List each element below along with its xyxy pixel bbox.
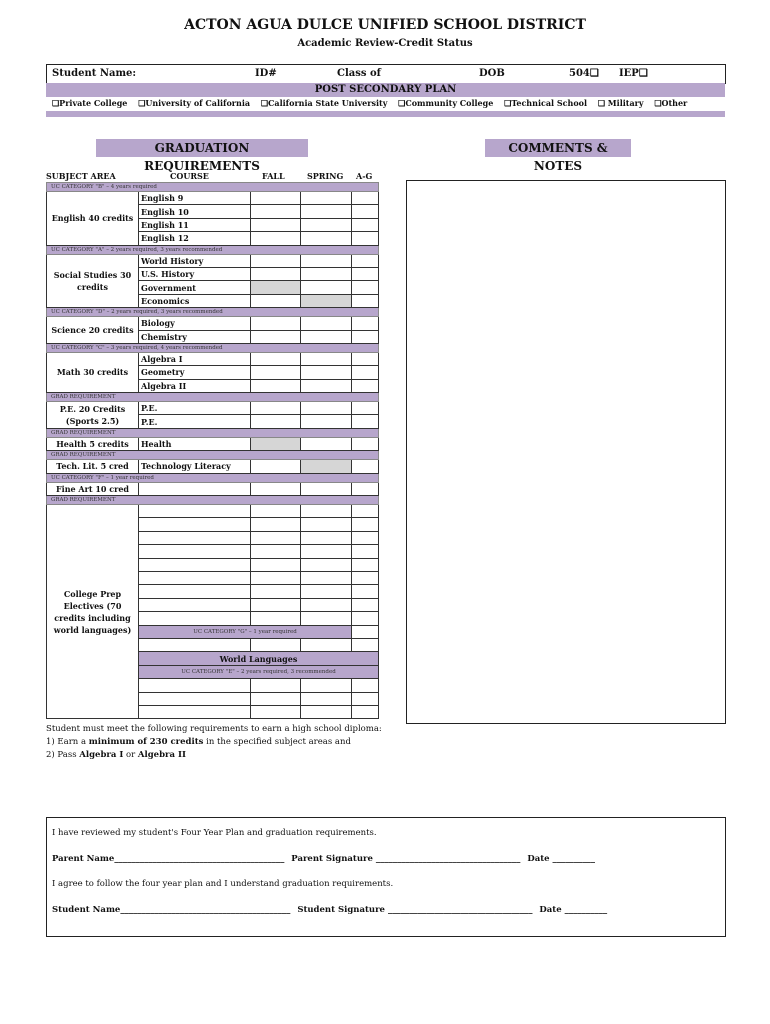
fall-cell[interactable] xyxy=(251,518,301,531)
student-name-label: Student Name: xyxy=(52,68,137,79)
spring-cell[interactable] xyxy=(301,638,352,651)
fall-cell[interactable] xyxy=(251,254,301,267)
comments-notes-heading: COMMENTS & NOTES xyxy=(485,139,631,157)
course-cell: Health xyxy=(139,437,251,450)
spring-header: SPRING xyxy=(307,171,344,181)
iep-checkbox[interactable]: IEP❏ xyxy=(619,68,648,79)
subject-cell: Science 20 credits xyxy=(47,317,139,344)
course-cell[interactable] xyxy=(139,482,251,495)
spring-cell[interactable] xyxy=(301,692,352,705)
course-cell[interactable] xyxy=(139,505,251,518)
table-row xyxy=(47,437,379,450)
spring-cell-disabled xyxy=(301,460,352,473)
diploma-requirements-note xyxy=(46,723,382,762)
course-cell: Geometry xyxy=(139,366,251,379)
student-info-box xyxy=(46,64,726,84)
ag-cell[interactable] xyxy=(352,437,379,450)
spring-cell[interactable] xyxy=(301,232,352,245)
csu-checkbox[interactable]: ❏California State University xyxy=(260,98,388,108)
electives-subject-cell: College Prep Electives (70 credits including world languages) xyxy=(47,505,139,719)
student-date-label: Date xyxy=(539,905,562,915)
comments-notes-box[interactable] xyxy=(406,180,726,724)
spring-cell[interactable] xyxy=(301,571,352,584)
community-college-checkbox[interactable]: ❏Community College xyxy=(398,98,494,108)
ag-cell[interactable] xyxy=(352,317,379,330)
student-name-label: Student Name xyxy=(52,905,121,915)
parent-signature-line xyxy=(52,854,595,864)
table-row xyxy=(47,352,379,365)
category-bar: UC CATEGORY "C" – 3 years required, 4 years recommended xyxy=(47,343,379,352)
parent-review-statement: I have reviewed my student's Four Year Plan and graduation requirements. xyxy=(52,828,377,838)
ag-cell[interactable] xyxy=(352,415,379,428)
course-header: COURSE xyxy=(170,171,209,181)
ag-cell[interactable] xyxy=(352,679,379,692)
course-cell[interactable] xyxy=(139,638,251,651)
ag-cell[interactable] xyxy=(352,482,379,495)
ag-cell[interactable] xyxy=(352,558,379,571)
uc-g-category-bar: UC CATEGORY "G" – 1 year required xyxy=(139,625,352,638)
parent-date-label: Date xyxy=(527,854,550,864)
ag-cell[interactable] xyxy=(352,518,379,531)
course-cell: P.E. xyxy=(139,402,251,415)
spring-cell[interactable] xyxy=(301,366,352,379)
category-bar: GRAD REQUIREMENT xyxy=(47,393,379,402)
ag-cell[interactable] xyxy=(352,625,379,638)
course-cell: English 9 xyxy=(139,192,251,205)
subject-cell: Social Studies 30 credits xyxy=(47,254,139,308)
ag-cell[interactable] xyxy=(352,192,379,205)
category-bar: GRAD REQUIREMENT xyxy=(47,451,379,460)
subject-cell: Math 30 credits xyxy=(47,352,139,392)
ag-cell[interactable] xyxy=(352,267,379,280)
fall-cell[interactable] xyxy=(251,585,301,598)
fall-cell[interactable] xyxy=(251,317,301,330)
fall-cell[interactable] xyxy=(251,545,301,558)
spring-cell[interactable] xyxy=(301,218,352,231)
student-signature-line xyxy=(52,905,607,915)
parent-date-field[interactable]: __________ xyxy=(552,854,596,864)
spring-cell[interactable] xyxy=(301,192,352,205)
spring-cell[interactable] xyxy=(301,205,352,218)
course-cell: English 11 xyxy=(139,218,251,231)
ag-cell[interactable] xyxy=(352,505,379,518)
spring-cell[interactable] xyxy=(301,415,352,428)
ag-cell[interactable] xyxy=(352,402,379,415)
fall-cell[interactable] xyxy=(251,205,301,218)
subject-cell: Fine Art 10 cred xyxy=(47,482,139,495)
ag-cell[interactable] xyxy=(352,379,379,392)
table-row xyxy=(47,505,379,518)
ag-cell[interactable] xyxy=(352,254,379,267)
fall-cell[interactable] xyxy=(251,558,301,571)
course-cell[interactable] xyxy=(139,571,251,584)
world-languages-bar: World Languages xyxy=(139,652,379,665)
fall-cell[interactable] xyxy=(251,638,301,651)
spring-cell[interactable] xyxy=(301,679,352,692)
class-of-label: Class of xyxy=(337,68,381,79)
uc-e-category-bar: UC CATEGORY "E" – 2 years required, 3 recommended xyxy=(139,665,379,678)
ag-cell[interactable] xyxy=(352,330,379,343)
fall-cell[interactable] xyxy=(251,571,301,584)
ag-cell[interactable] xyxy=(352,460,379,473)
subject-cell: English 40 credits xyxy=(47,192,139,246)
fall-cell[interactable] xyxy=(251,402,301,415)
subject-cell: Tech. Lit. 5 cred xyxy=(47,460,139,473)
parent-name-label: Parent Name xyxy=(52,854,115,864)
spring-cell[interactable] xyxy=(301,598,352,611)
post-secondary-options xyxy=(52,98,695,108)
course-cell: Government xyxy=(139,281,251,294)
ag-cell[interactable] xyxy=(352,294,379,307)
course-cell[interactable] xyxy=(139,598,251,611)
course-cell[interactable] xyxy=(139,692,251,705)
divider-bar xyxy=(46,111,725,117)
fall-cell-disabled xyxy=(251,437,301,450)
spring-cell[interactable] xyxy=(301,267,352,280)
category-bar: UC CATEGORY "A" – 2 years required, 3 years recommended xyxy=(47,245,379,254)
ag-cell[interactable] xyxy=(352,571,379,584)
student-signature-label: Student Signature xyxy=(297,905,385,915)
fall-cell[interactable] xyxy=(251,352,301,365)
category-bar: GRAD REQUIREMENT xyxy=(47,428,379,437)
table-row xyxy=(47,317,379,330)
spring-cell[interactable] xyxy=(301,402,352,415)
course-cell[interactable] xyxy=(139,518,251,531)
course-cell[interactable] xyxy=(139,558,251,571)
course-cell: Biology xyxy=(139,317,251,330)
fall-cell[interactable] xyxy=(251,294,301,307)
parent-signature-label: Parent Signature xyxy=(291,854,373,864)
course-cell: Chemistry xyxy=(139,330,251,343)
spring-cell[interactable] xyxy=(301,518,352,531)
table-row xyxy=(47,482,379,495)
ag-cell[interactable] xyxy=(352,598,379,611)
course-cell: English 10 xyxy=(139,205,251,218)
ag-cell[interactable] xyxy=(352,281,379,294)
spring-cell[interactable] xyxy=(301,531,352,544)
fall-cell[interactable] xyxy=(251,460,301,473)
military-checkbox[interactable]: ❏ Military xyxy=(597,98,644,108)
table-row xyxy=(47,460,379,473)
course-cell: Economics xyxy=(139,294,251,307)
fall-cell[interactable] xyxy=(251,692,301,705)
fall-cell[interactable] xyxy=(251,379,301,392)
spring-cell[interactable] xyxy=(301,281,352,294)
fall-cell-disabled xyxy=(251,281,301,294)
student-agree-statement: I agree to follow the four year plan and I understand graduation requirements. xyxy=(52,879,394,889)
other-checkbox[interactable]: ❏Other xyxy=(654,98,688,108)
category-bar: GRAD REQUIREMENT xyxy=(47,496,379,505)
post-secondary-plan-bar: POST SECONDARY PLAN xyxy=(46,83,725,97)
spring-cell[interactable] xyxy=(301,379,352,392)
requirements-table xyxy=(46,182,379,719)
student-name-field[interactable]: ________________________________________ xyxy=(120,905,291,915)
table-row xyxy=(47,192,379,205)
spring-cell[interactable] xyxy=(301,330,352,343)
fall-cell[interactable] xyxy=(251,415,301,428)
spring-cell[interactable] xyxy=(301,437,352,450)
spring-cell[interactable] xyxy=(301,505,352,518)
fall-cell[interactable] xyxy=(251,366,301,379)
fall-cell[interactable] xyxy=(251,612,301,625)
student-signature-field[interactable]: __________________________________ xyxy=(387,905,533,915)
spring-cell[interactable] xyxy=(301,558,352,571)
uc-checkbox[interactable]: ❏University of California xyxy=(138,98,251,108)
ag-header: A-G xyxy=(356,171,373,181)
spring-cell[interactable] xyxy=(301,352,352,365)
graduation-requirements-heading: GRADUATION REQUIREMENTS xyxy=(96,139,308,157)
course-cell: World History xyxy=(139,254,251,267)
fall-cell[interactable] xyxy=(251,192,301,205)
fall-cell[interactable] xyxy=(251,531,301,544)
district-title: ACTON AGUA DULCE UNIFIED SCHOOL DISTRICT xyxy=(184,17,586,33)
ag-cell[interactable] xyxy=(352,352,379,365)
course-cell: English 12 xyxy=(139,232,251,245)
fall-header: FALL xyxy=(262,171,285,181)
subject-cell: P.E. 20 Credits (Sports 2.5) xyxy=(47,402,139,429)
ag-cell[interactable] xyxy=(352,692,379,705)
course-cell[interactable] xyxy=(139,545,251,558)
private-college-checkbox[interactable]: ❏Private College xyxy=(52,98,128,108)
ag-cell[interactable] xyxy=(352,205,379,218)
category-bar: UC CATEGORY "D" – 2 years required, 3 years recommended xyxy=(47,308,379,317)
ag-cell[interactable] xyxy=(352,218,379,231)
course-cell[interactable] xyxy=(139,531,251,544)
spring-cell-disabled xyxy=(301,294,352,307)
table-row xyxy=(47,402,379,415)
course-cell[interactable] xyxy=(139,612,251,625)
course-cell: Algebra II xyxy=(139,379,251,392)
signature-box xyxy=(46,817,726,937)
course-cell: U.S. History xyxy=(139,267,251,280)
fall-cell[interactable] xyxy=(251,267,301,280)
note-line: 2) Pass Algebra I or Algebra II xyxy=(46,750,186,760)
fall-cell[interactable] xyxy=(251,330,301,343)
fall-cell[interactable] xyxy=(251,505,301,518)
fall-cell[interactable] xyxy=(251,482,301,495)
course-cell[interactable] xyxy=(139,585,251,598)
category-bar: UC CATEGORY "F" – 1 year required xyxy=(47,473,379,482)
spring-cell[interactable] xyxy=(301,254,352,267)
fall-cell[interactable] xyxy=(251,232,301,245)
spring-cell[interactable] xyxy=(301,705,352,718)
technical-school-checkbox[interactable]: ❏Technical School xyxy=(504,98,588,108)
note-line: Student must meet the following requirements to earn a high school diploma: xyxy=(46,724,382,734)
fall-cell[interactable] xyxy=(251,598,301,611)
ag-cell[interactable] xyxy=(352,585,379,598)
course-cell: Algebra I xyxy=(139,352,251,365)
form-subtitle: Academic Review-Credit Status xyxy=(297,38,473,49)
ag-cell[interactable] xyxy=(352,612,379,625)
table-row xyxy=(47,254,379,267)
fall-cell[interactable] xyxy=(251,705,301,718)
category-bar: UC CATEGORY "B" – 4 years required xyxy=(47,183,379,192)
spring-cell[interactable] xyxy=(301,317,352,330)
ag-cell[interactable] xyxy=(352,638,379,651)
subject-cell: Health 5 credits xyxy=(47,437,139,450)
ag-cell[interactable] xyxy=(352,545,379,558)
spring-cell[interactable] xyxy=(301,585,352,598)
ag-cell[interactable] xyxy=(352,705,379,718)
ag-cell[interactable] xyxy=(352,366,379,379)
course-cell: P.E. xyxy=(139,415,251,428)
parent-signature-field[interactable]: __________________________________ xyxy=(375,854,521,864)
subject-area-header: SUBJECT AREA xyxy=(46,171,116,181)
fall-cell[interactable] xyxy=(251,218,301,231)
ag-cell[interactable] xyxy=(352,232,379,245)
note-line: 1) Earn a minimum of 230 credits in the specified subject areas and xyxy=(46,737,351,747)
plan-504-checkbox[interactable]: 504❏ xyxy=(569,68,599,79)
spring-cell[interactable] xyxy=(301,612,352,625)
dob-label: DOB xyxy=(479,68,505,79)
course-cell: Technology Literacy xyxy=(139,460,251,473)
fall-cell[interactable] xyxy=(251,679,301,692)
student-date-field[interactable]: __________ xyxy=(564,905,608,915)
spring-cell[interactable] xyxy=(301,545,352,558)
course-cell[interactable] xyxy=(139,679,251,692)
spring-cell[interactable] xyxy=(301,482,352,495)
course-cell[interactable] xyxy=(139,705,251,718)
ag-cell[interactable] xyxy=(352,531,379,544)
id-label: ID# xyxy=(255,68,277,79)
parent-name-field[interactable]: ________________________________________ xyxy=(114,854,285,864)
